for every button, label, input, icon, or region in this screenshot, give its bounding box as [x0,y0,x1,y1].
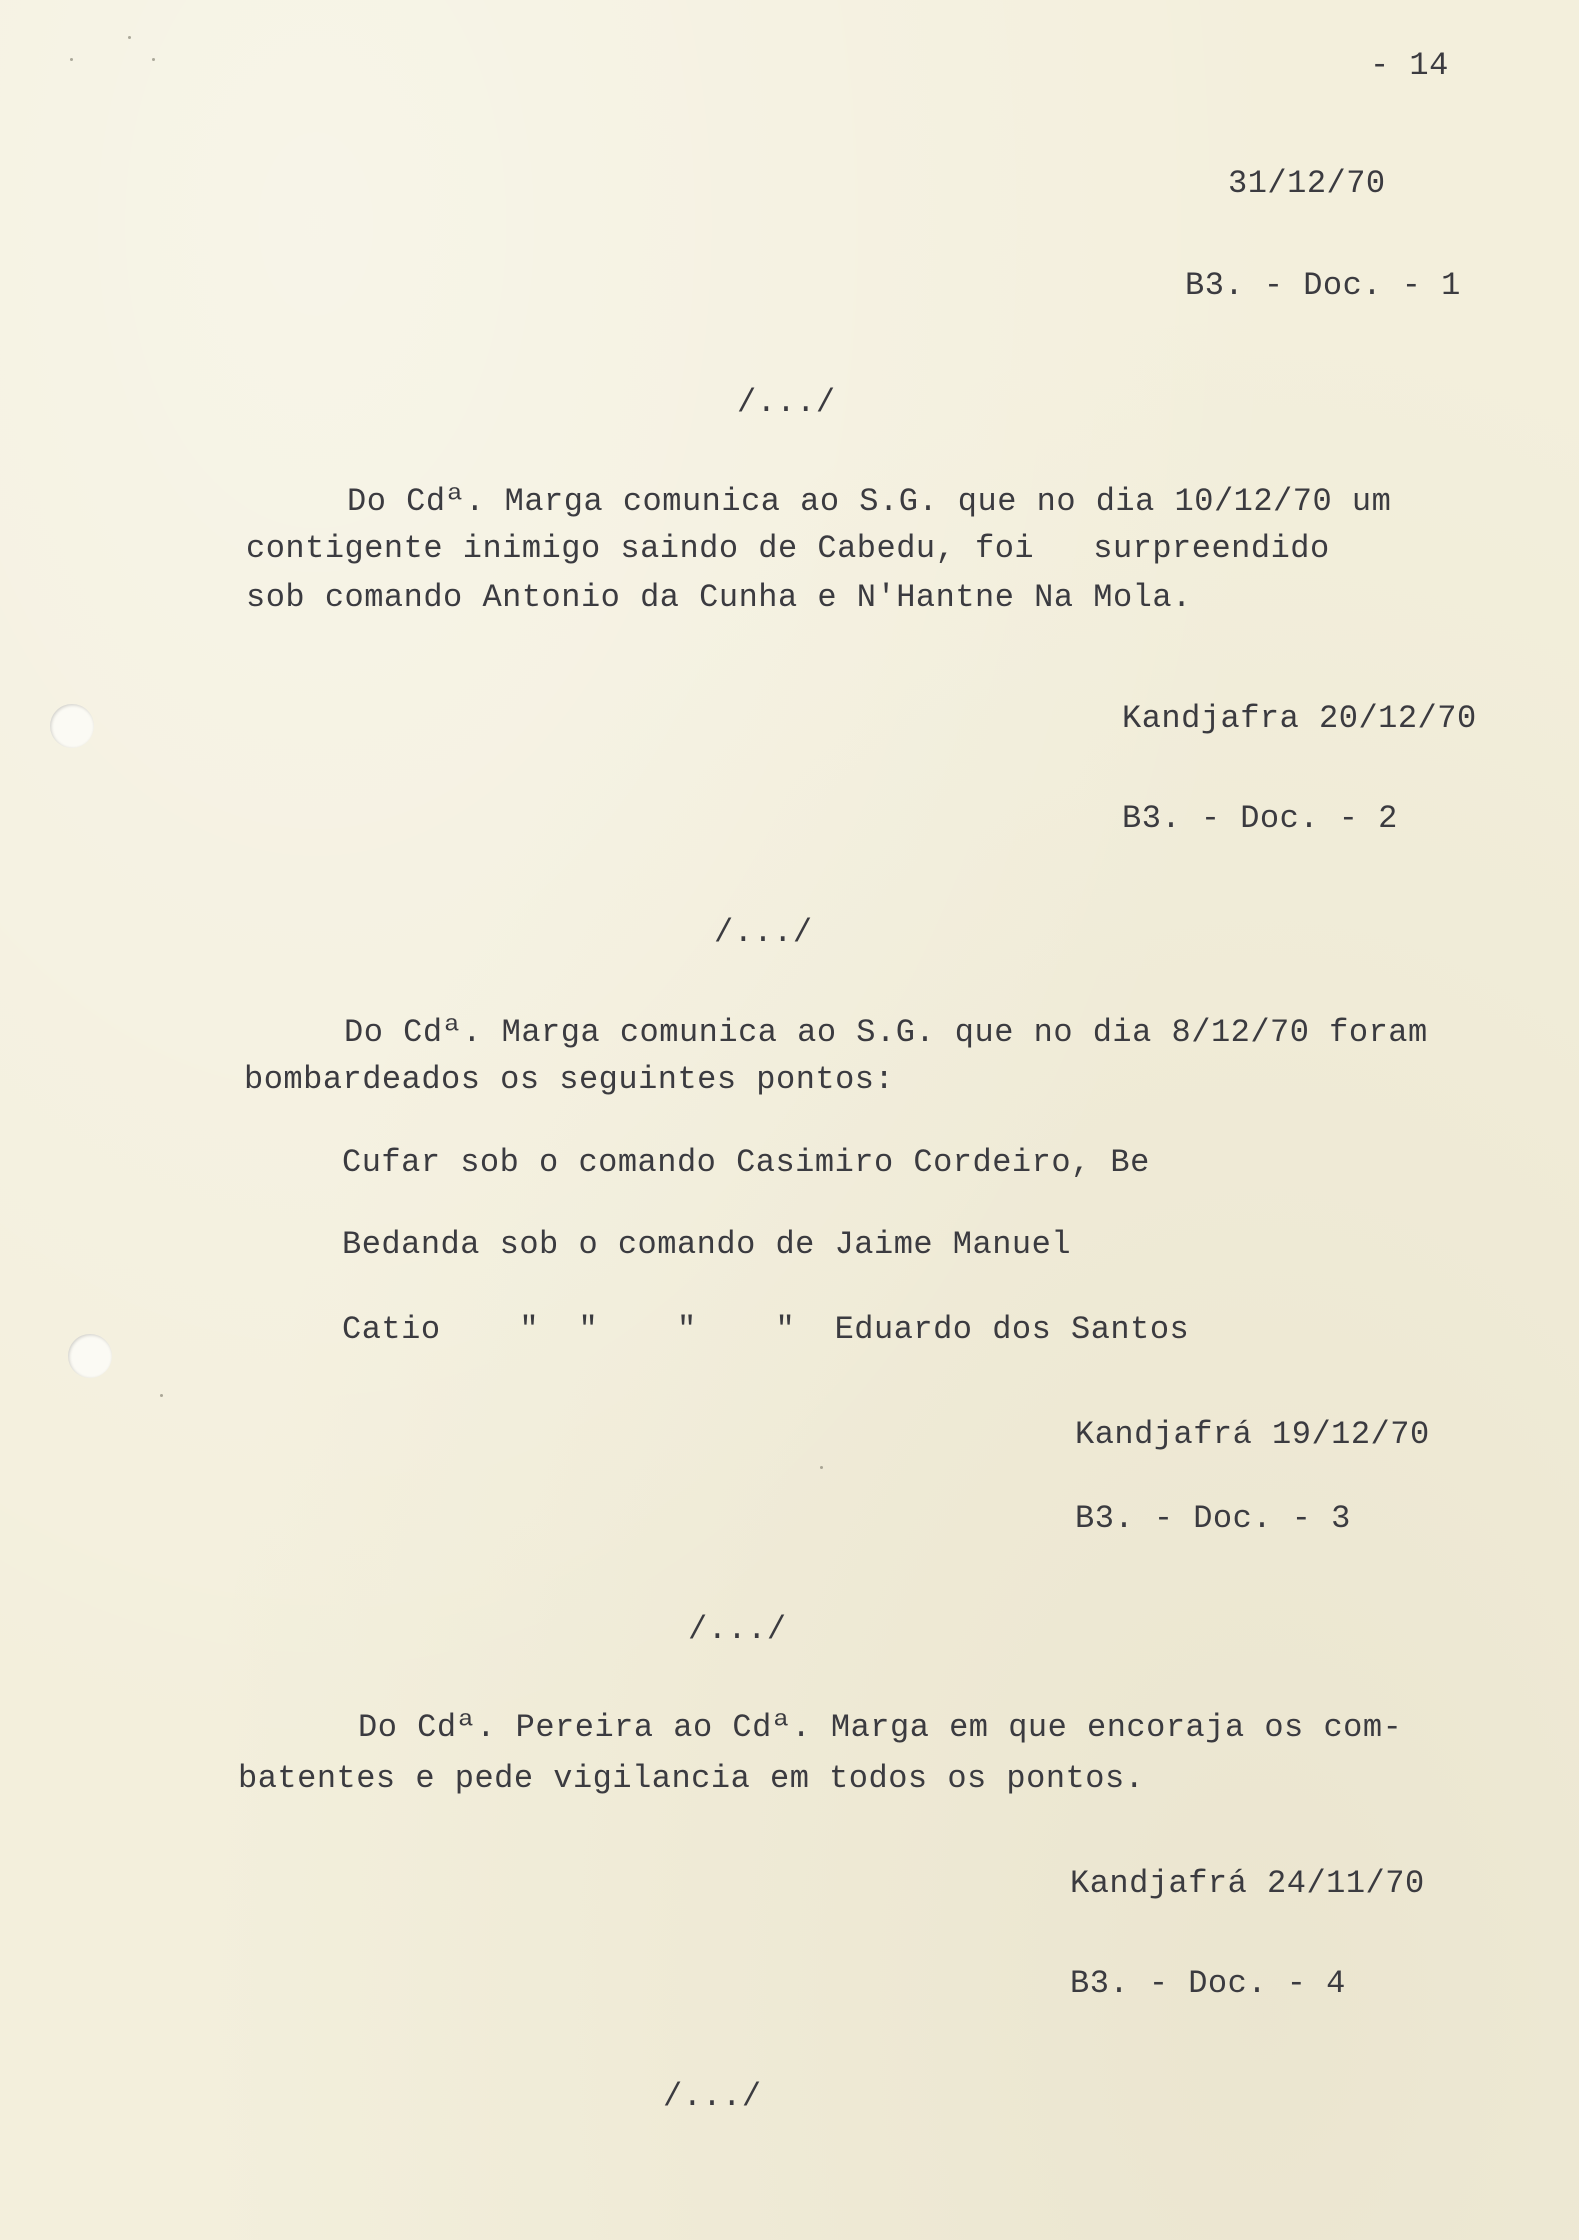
entry-1-line-2: contigente inimigo saindo de Cabedu, foi surpreendido [246,530,1330,567]
paper-speck [820,1466,823,1469]
entry-4-place-date: Kandjafrá 24/11/70 [1070,1865,1425,1902]
entry-3-place-date: Kandjafrá 19/12/70 [1075,1416,1430,1453]
entry-3-reference: B3. - Doc. - 3 [1075,1500,1351,1537]
punch-hole-top [50,704,94,748]
entry-2-list-item-3: Catio " " " " Eduardo dos Santos [342,1311,1190,1348]
page-number: - 14 [1370,47,1449,84]
punch-hole-bottom [68,1334,112,1378]
entry-2-line-2: bombardeados os seguintes pontos: [244,1061,895,1098]
entry-1-line-3: sob comando Antonio da Cunha e N'Hantne Na Mola. [246,579,1192,616]
entry-2-place-date: Kandjafra 20/12/70 [1122,700,1477,737]
entry-1-place-date: 31/12/70 [1228,165,1386,202]
entry-2-list-item-1: Cufar sob o comando Casimiro Cordeiro, Be [342,1144,1150,1181]
entry-3-line-2: batentes e pede vigilancia em todos os pontos. [238,1760,1145,1797]
entry-4-reference: B3. - Doc. - 4 [1070,1965,1346,2002]
paper-speck [70,58,73,61]
paper-speck [128,36,131,39]
entry-2-reference: B3. - Doc. - 2 [1122,800,1398,837]
entry-2-list-item-2: Bedanda sob o comando de Jaime Manuel [342,1226,1072,1263]
entry-1-separator: /.../ [737,384,836,421]
paper-speck [152,58,155,61]
entry-3-line-1: Do Cdª. Pereira ao Cdª. Marga em que encoraja os com- [358,1709,1403,1746]
entry-2-line-1: Do Cdª. Marga comunica ao S.G. que no dia 8/12/70 foram [344,1014,1428,1051]
entry-1-reference: B3. - Doc. - 1 [1185,267,1461,304]
entry-4-separator: /.../ [663,2078,762,2115]
entry-1-line-1: Do Cdª. Marga comunica ao S.G. que no dia 10/12/70 um [347,483,1392,520]
entry-2-separator: /.../ [714,914,813,951]
entry-3-separator: /.../ [688,1611,787,1648]
paper-speck [160,1394,163,1397]
